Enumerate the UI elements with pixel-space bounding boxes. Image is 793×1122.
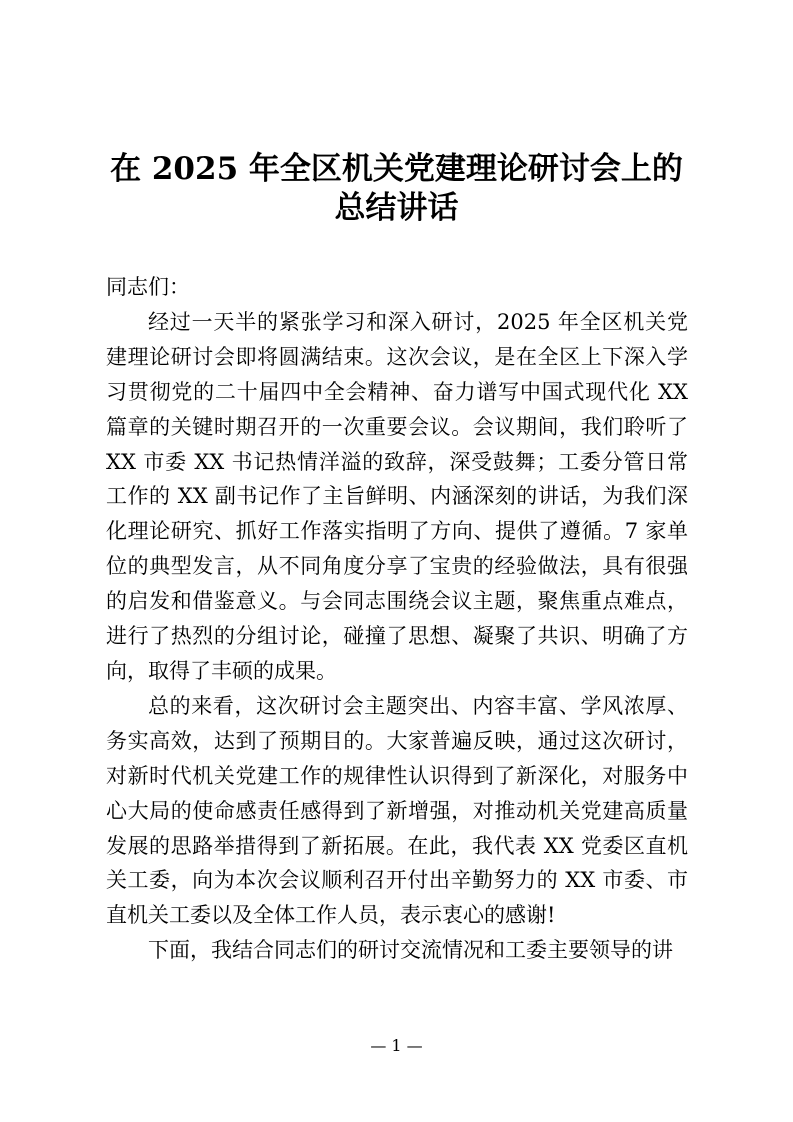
title-line-1: 在 2025 年全区机关党建理论研讨会上的	[110, 151, 683, 187]
paragraph-2: 总的来看，这次研讨会主题突出、内容丰富、学风浓厚、务实高效，达到了预期目的。大家普遍反映，通过这次研讨，对新时代机关党建工作的规律性认识得到了新深化，对服务中心大局的使命感责任感得到了新增强，对推动机关党建高质量发展的思路举措得到了新拓展。在此，我代表 XX 党委区直机关工委，向为本次会议顺利召开付出辛勤努力的 XX 市委、市直机关工委以及全体工作人员，表示衷心的感谢!	[106, 693, 688, 928]
document-body	[106, 270, 688, 968]
document-title	[100, 150, 693, 228]
paragraph-3: 下面，我结合同志们的研讨交流情况和工委主要领导的讲	[148, 938, 673, 963]
page-number: — 1 —	[370, 1036, 423, 1055]
salutation: 同志们：	[106, 275, 190, 299]
paragraph-1: 经过一天半的紧张学习和深入研讨，2025 年全区机关党建理论研讨会即将圆满结束。这次会议，是在全区上下深入学习贯彻党的二十届四中全会精神、奋力谱写中国式现代化 XX 篇章的关键时期召开的一次重要会议。会议期间，我们聆听了 XX 市委 XX 书记热情洋溢的致辞，深受鼓舞；工委分管日常工作的 XX 副书记作了主旨鲜明、内涵深刻的讲话，为我们深化理论研究、抓好工作落实指明了方向、提供了遵循。7 家单位的典型发言，从不同角度分享了宝贵的经验做法，具有很强的启发和借鉴意义。与会同志围绕会议主题，聚焦重点难点，进行了热烈的分组讨论，碰撞了思想、凝聚了共识、明确了方向，取得了丰硕的成果。	[106, 309, 688, 683]
title-line-2: 总结讲话	[334, 190, 459, 226]
